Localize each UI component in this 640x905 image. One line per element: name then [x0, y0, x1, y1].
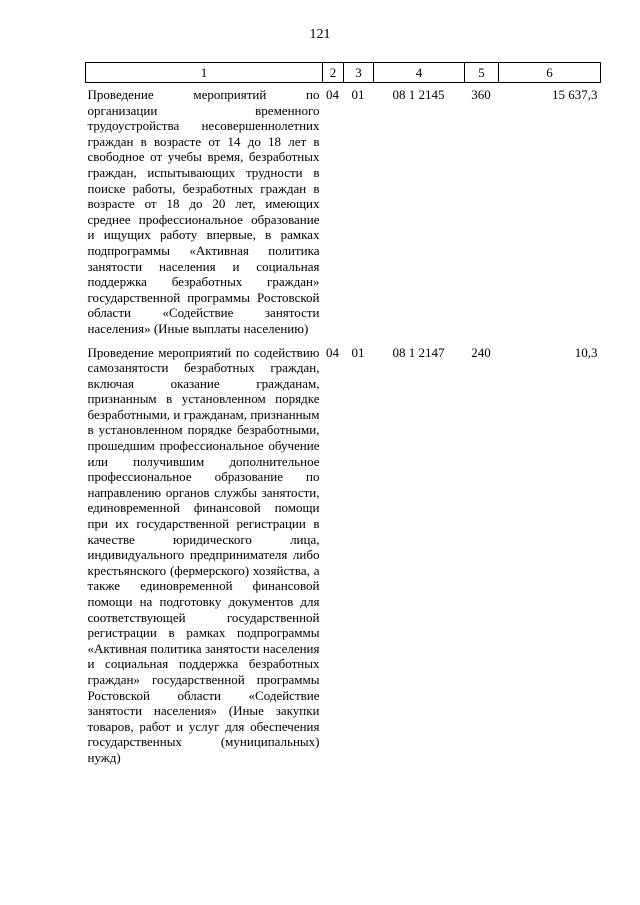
row-subsection-code: 01: [351, 344, 365, 360]
row-section-code: 04: [326, 87, 339, 102]
row-target-article: 08 1 2145: [392, 87, 445, 102]
row-description: Проведение мероприятий по содействию самозанятости безработных граждан, включая оказание гражданам, признанным в установленном порядке безработными, и гражданам, признанным в установленном порядке безработными, прошедшим профессиональное обучение или получившим дополнительное профессиональное образование по направлению органов службы занятости, единовременной финансовой помощи при их государственной регистрации в качестве юридического лица, индивидуального предпринимателя либо крестьянского (фермерского) хозяйства, а также единовременной финансовой помощи на подготовку документов для соответствующей государственной регистрации в рамках подпрограммы «Активная политика занятости населения и социальная поддержка безработных граждан» государственной программы Ростовской области «Содействие занятости населения» (Иные закупки товаров, работ и услуг для обеспечения государственных (муниципальных) нужд): [87, 344, 320, 765]
column-header-1: 1: [86, 63, 323, 83]
row-amount: 15 637,3: [552, 87, 598, 102]
row-section-code: 04: [326, 344, 339, 360]
row-target-article: 08 1 2147: [392, 344, 445, 360]
column-header-4: 4: [374, 63, 465, 83]
row-expense-type: 360: [471, 87, 491, 102]
row-subsection-code: 01: [351, 87, 365, 102]
column-header-5: 5: [465, 63, 499, 83]
page-number: 121: [309, 27, 331, 42]
budget-table: [85, 62, 601, 770]
table-row: [86, 341, 601, 770]
table-header-row: [86, 63, 601, 83]
row-amount: 10,3: [574, 344, 598, 360]
row-description: Проведение мероприятий по организации временного трудоустройства несовершеннолетних граждан в возрасте от 14 до 18 лет в свободное от учебы время, безработных граждан, испытывающих трудности в поиске работы, безработных граждан в возрасте от 18 до 20 лет, имеющих среднее профессиональное образование и ищущих работу впервые, в рамках подпрограммы «Активная политика занятости населения и социальная поддержка безработных граждан» государственной программы Ростовской области «Содействие занятости населения» (Иные выплаты населению): [87, 87, 320, 336]
table-row: [86, 83, 601, 341]
column-header-3: 3: [344, 63, 374, 83]
column-header-2: 2: [323, 63, 344, 83]
column-header-6: 6: [499, 63, 601, 83]
row-expense-type: 240: [471, 344, 491, 360]
